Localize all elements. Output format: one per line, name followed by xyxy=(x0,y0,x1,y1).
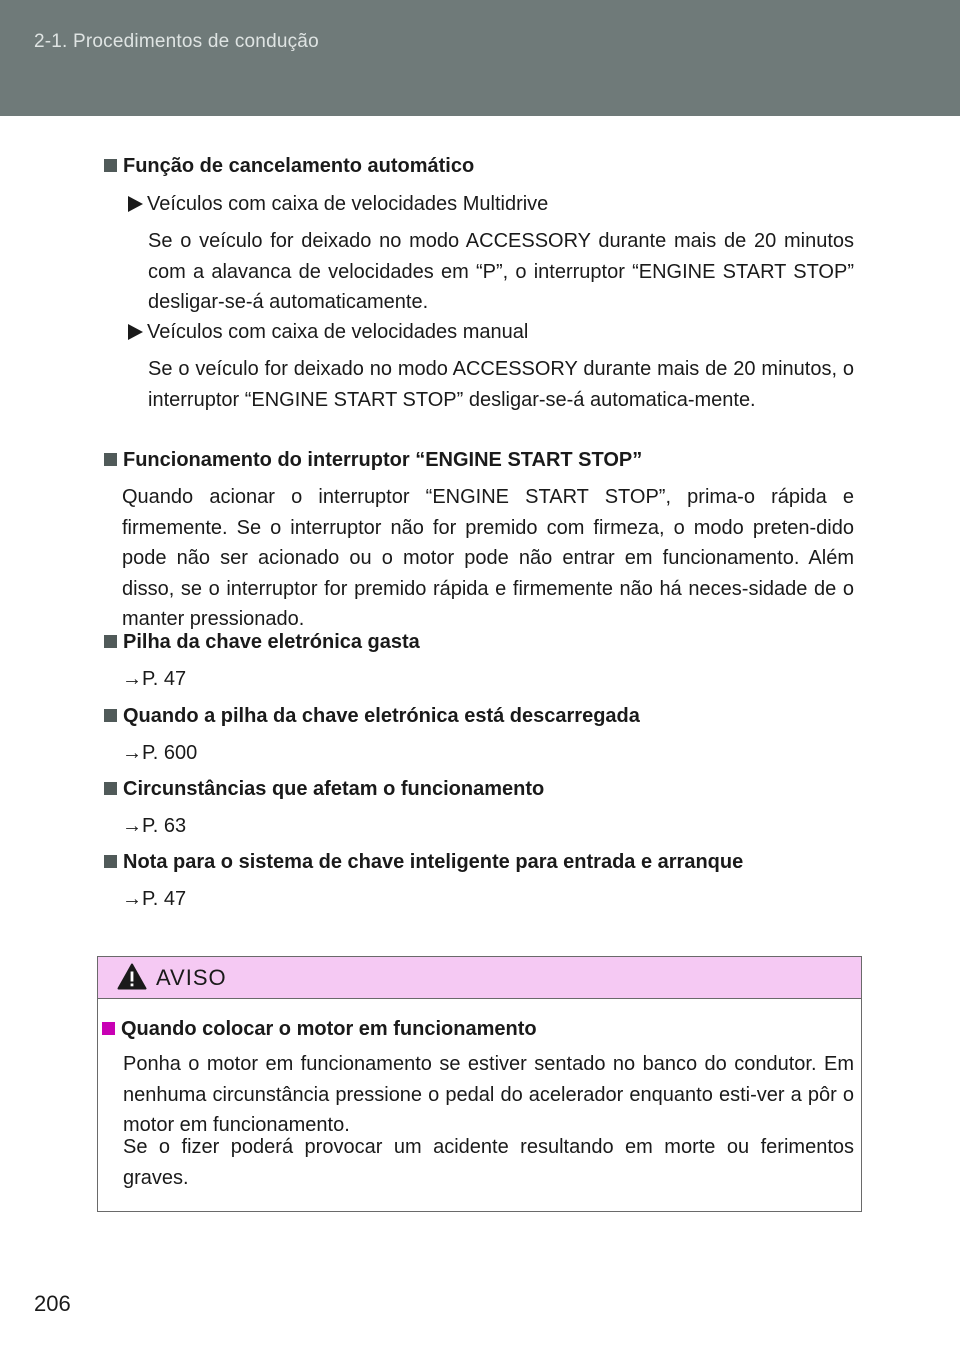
paragraph: Quando acionar o interruptor “ENGINE START STOP”, prima-o rápida e firmemente. Se o interruptor não for premido com firmeza, o modo preten-dido pode não ser acionado ou o motor pode não entrar em funcionamento. Além disso, se o interruptor for premido rápida e firmemente não há neces-sidade de o manter pressionado. xyxy=(122,486,854,630)
subsection-heading: Veículos com caixa de velocidades manual xyxy=(128,320,528,344)
page-reference: →P. 47 xyxy=(122,888,187,910)
page-reference: →P. 47 xyxy=(122,668,187,690)
warning-triangle-icon xyxy=(117,963,147,990)
page-header xyxy=(0,0,960,116)
square-bullet-icon xyxy=(104,159,117,172)
page-reference: →P. 600 xyxy=(122,742,198,764)
square-bullet-icon xyxy=(104,855,117,868)
section-heading: Pilha da chave eletrónica gasta xyxy=(104,630,420,654)
warning-paragraph: Se o fizer poderá provocar um acidente resultando em morte ou ferimentos graves. xyxy=(123,1136,854,1189)
square-bullet-icon xyxy=(104,635,117,648)
subsection-heading: Veículos com caixa de velocidades Multidrive xyxy=(128,192,548,216)
section-heading: Função de cancelamento automático xyxy=(104,154,474,178)
warning-box xyxy=(97,956,862,1212)
section-heading: Circunstâncias que afetam o funcionamento xyxy=(104,777,544,801)
square-bullet-icon xyxy=(102,1022,115,1035)
square-bullet-icon xyxy=(104,453,117,466)
square-bullet-icon xyxy=(104,782,117,795)
triangle-arrow-icon xyxy=(128,196,143,212)
paragraph: Se o veículo for deixado no modo ACCESSORY durante mais de 20 minutos, o interruptor “ENGINE START STOP” desligar-se-á automatica-mente. xyxy=(148,358,854,411)
section-heading: Funcionamento do interruptor “ENGINE START STOP” xyxy=(104,448,642,472)
square-bullet-icon xyxy=(104,709,117,722)
triangle-arrow-icon xyxy=(128,324,143,340)
warning-header xyxy=(98,957,861,999)
section-heading: Nota para o sistema de chave inteligente para entrada e arranque xyxy=(104,850,743,874)
warning-label: AVISO xyxy=(156,965,227,990)
section-breadcrumb: 2-1. Procedimentos de condução xyxy=(34,31,319,52)
section-heading: Quando a pilha da chave eletrónica está descarregada xyxy=(104,704,640,728)
page-reference: →P. 63 xyxy=(122,815,187,837)
warning-heading: Quando colocar o motor em funcionamento xyxy=(102,1017,537,1041)
page-number: 206 xyxy=(34,1291,71,1316)
paragraph: Se o veículo for deixado no modo ACCESSORY durante mais de 20 minutos com a alavanca de velocidades em “P”, o interruptor “ENGINE START STOP” desligar-se-á automaticamente. xyxy=(148,230,854,313)
warning-paragraph: Ponha o motor em funcionamento se estiver sentado no banco do condutor. Em nenhuma circunstância pressione o pedal do acelerador enquanto esti-ver a pôr o motor em funcionamento. xyxy=(123,1053,854,1136)
